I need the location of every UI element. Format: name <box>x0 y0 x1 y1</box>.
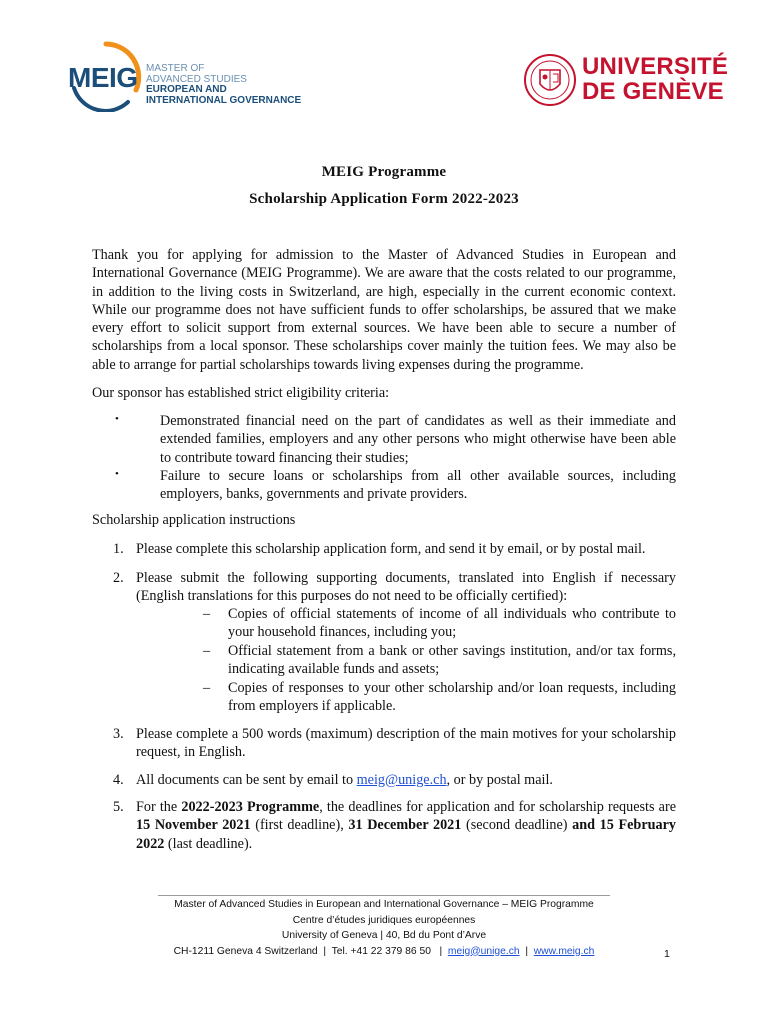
instruction-number: 4. <box>113 772 124 788</box>
footer-line: Master of Advanced Studies in European and International Governance – MEIG Programme <box>174 899 594 910</box>
criteria-item: Demonstrated financial need on the part of candidates as well as their immediate and extended families, employers and any other persons who might otherwise have been able to contribute toward financing their studies; <box>160 413 676 466</box>
footer-line: Centre d’études juridiques européennes <box>292 914 476 926</box>
meig-logo-text: MASTER OF ADVANCED STUDIES EUROPEAN AND INTERNATIONAL GOVERNANCE <box>146 63 302 106</box>
instruction-number: 2. <box>113 570 124 586</box>
intro-paragraph: Thank you for applying for admission to the Master of Advanced Studies in European and International Governance (MEIG Programme). We are aware that the costs related to our programme, in addition to the living costs in Switzerland, are high, especially in the current economic context. While our programme does not have sufficient funds to offer scholarships, be assured that we make every effort to solicit support from external sources. We have been able to secure a number of scholarships from a local sponsor. These scholarships cover mainly the tuition fees. We may also be able to arrange for partial scholarships towards living expenses during the programme. <box>92 247 676 373</box>
meig-logo <box>66 40 316 112</box>
dash-icon: – <box>203 643 211 659</box>
unige-logo <box>524 52 744 112</box>
footer-contact-line: CH-1211 Geneva 4 Switzerland | Tel. +41 22 379 86 50 | meig@unige.ch | www.meig.ch <box>173 945 595 957</box>
instruction-number: 1. <box>113 541 124 557</box>
dash-icon: – <box>203 606 211 622</box>
unige-seal-icon <box>524 52 576 108</box>
instruction-number: 5. <box>113 799 124 815</box>
document-requirement: Copies of official statements of income of all individuals who contribute to your household finances, including you; <box>228 606 676 641</box>
dash-icon: – <box>203 680 211 696</box>
instruction-item: Please submit the following supporting documents, translated into English if necessary (English translations for this purposes do not need to be officially certified): <box>136 570 676 605</box>
document-requirement: Official statement from a bank or other savings institution, and/or tax forms, indicating available funds and assets; <box>228 643 676 678</box>
instruction-item: Please complete a 500 words (maximum) description of the main motives for your scholarship request, in English. <box>136 726 676 761</box>
criteria-item: Failure to secure loans or scholarships from all other available sources, including employers, banks, governments and private providers. <box>160 468 676 503</box>
document-subtitle: Scholarship Application Form 2022-2023 <box>249 191 519 207</box>
footer <box>0 897 768 959</box>
bullet-icon: • <box>115 413 119 425</box>
footer-email-link[interactable]: meig@unige.ch <box>447 945 520 957</box>
document-requirement: Copies of responses to your other scholarship and/or loan requests, including from employers if applicable. <box>228 680 676 715</box>
criteria-heading: Our sponsor has established strict eligibility criteria: <box>92 385 390 401</box>
bullet-icon: • <box>115 468 119 480</box>
instruction-number: 3. <box>113 726 124 742</box>
unige-logo-text: UNIVERSITÉ DE GENÈVE <box>582 53 729 105</box>
footer-line: University of Geneva | 40, Bd du Pont d’Arve <box>281 930 487 941</box>
page-number: 1 <box>664 948 670 960</box>
instruction-item: All documents can be sent by email to meig@unige.ch, or by postal mail. <box>136 772 553 788</box>
footer-website-link[interactable]: www.meig.ch <box>533 945 595 957</box>
meig-logo-mark: MEIG <box>68 62 138 93</box>
email-link[interactable]: meig@unige.ch <box>356 772 447 788</box>
instruction-item: For the 2022-2023 Programme, the deadlines for application and for scholarship requests are 15 November 2021 (first deadline), 31 December 2021 (second deadline) and 15 February 2022 (last deadline). <box>136 799 676 852</box>
footer-divider <box>158 895 610 896</box>
instruction-item: Please complete this scholarship application form, and send it by email, or by postal mail. <box>136 541 646 557</box>
document-title: MEIG Programme <box>321 164 447 180</box>
instructions-heading: Scholarship application instructions <box>92 512 296 528</box>
